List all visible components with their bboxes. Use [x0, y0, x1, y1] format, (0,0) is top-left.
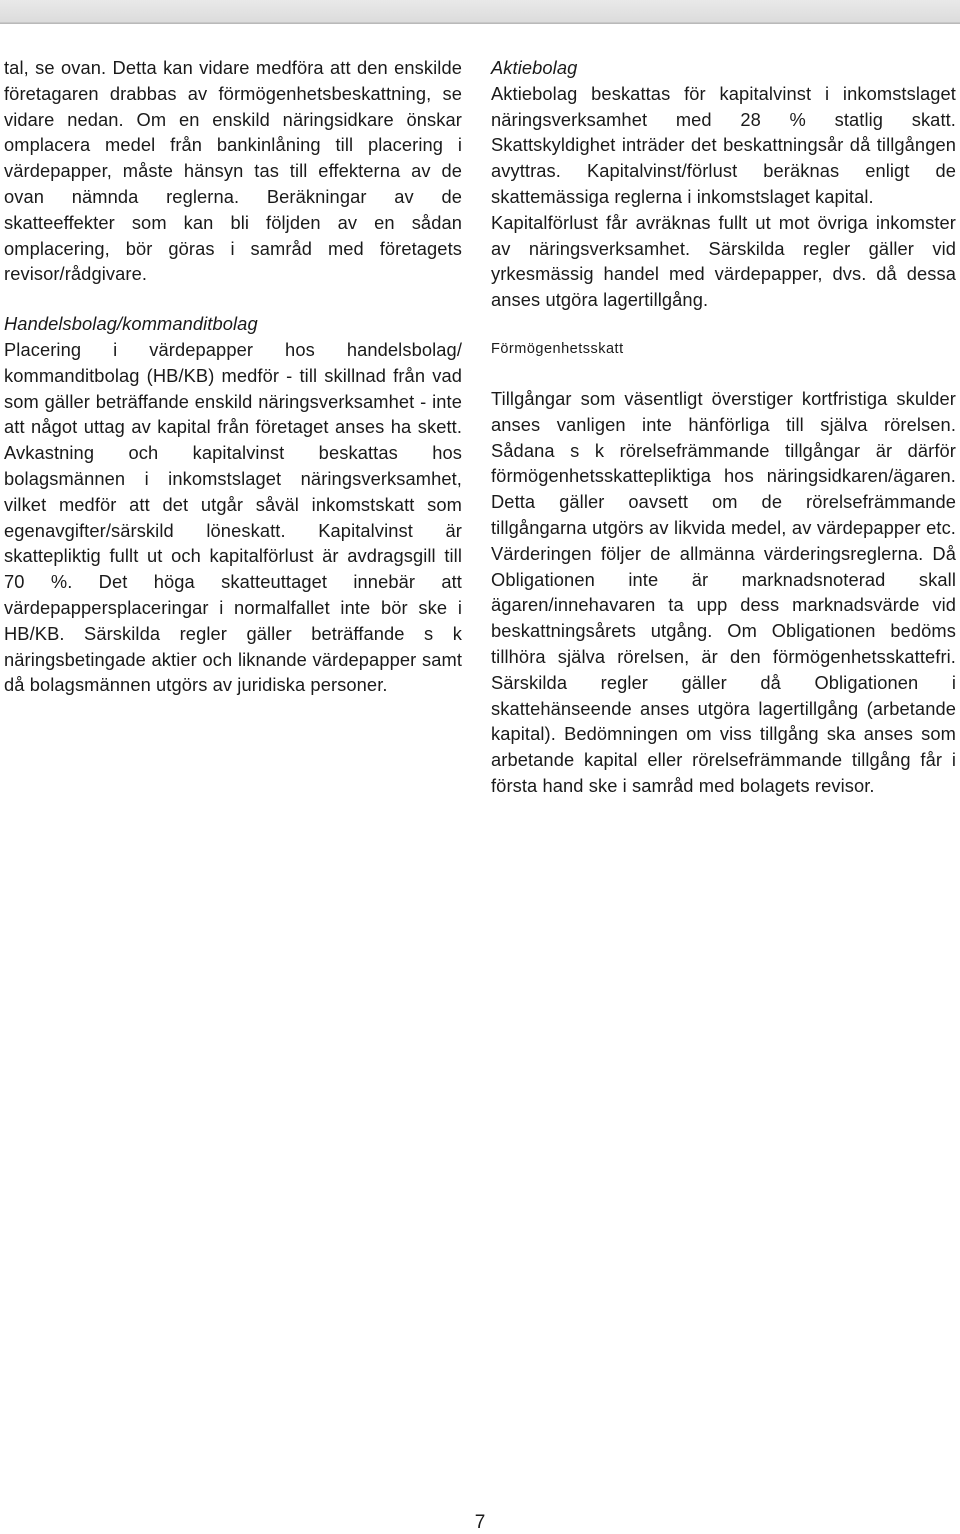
aktiebolag-paragraph-2: Kapitalförlust får avräknas fullt ut mot övriga inkomster av näringsverksamhet. Särskilda regler gäller vid yrkesmässig handel med värdepapper, dvs. då dessa anses utgöra lagertillgång.	[491, 211, 956, 311]
page-number: 7	[474, 1512, 486, 1533]
right-column	[491, 55, 956, 799]
intro-paragraph: tal, se ovan. Detta kan vidare medföra att den enskilde företagaren drabbas av förmögenhetsbeskattning, se vidare nedan. Om en enskild näringsidkare önskar omplacera medel från bankinlåning till placering i värdepapper, måste hänsyn tas till effekterna av de ovan nämnda reglerna. Beräkningar av de skatteeffekter som kan bli följden av en sådan omplacering, bör göras i samråd med företagets revisor/rådgivare.	[4, 57, 462, 285]
spacer	[491, 313, 956, 337]
section-title-handelsbolag: Handelsbolag/kommanditbolag	[4, 313, 258, 335]
formogenhetsskatt-paragraph: Tillgångar som väsentligt överstiger kortfristiga skulder anses vanligen inte hänförliga till själva rörelsen. Sådana s k rörelsefrämmande tillgångar är därför förmögenhetsskattepliktiga hos näringsidkaren/ägaren. Detta gäller oavsett om de rörelsefrämmande tillgångarna utgörs av likvida medel, av värdepapper etc. Värderingen följer de allmänna värderingsreglerna. Då Obligationen inte är marknadsnoterad skall ägaren/innehavaren ta upp dess marknadsvärde vid beskattningsårets utgång. Om Obligationen bedöms tillhöra själva rörelsen, är den förmögenhetsskattefri. Särskilda regler gäller då Obligationen i skattehänseende anses utgöra lagertillgång (arbetande kapital). Bedömningen om viss tillgång ska anses som arbetande kapital eller rörelsefrämmande tillgång får i första hand ske i samråd med bolagets revisor.	[491, 387, 956, 796]
aktiebolag-paragraph-1: Aktiebolag beskattas för kapitalvinst i inkomstslaget näringsverksamhet med 28 % statlig skatt. Skattskyldighet inträder det beskattningsår då tillgången avyttras. Kapitalvinst/förlust beräknas enligt de skattemässiga reglerna i inkomstslaget kapital.	[491, 82, 956, 207]
section-title-aktiebolag: Aktiebolag	[491, 57, 578, 78]
handelsbolag-paragraph: Placering i värdepapper hos handelsbolag/ kommanditbolag (HB/KB) medför - till skillnad från vad som gäller beträffande enskild näringsverksamhet - inte att något uttag av kapital från företaget anses ha skett. Avkastning och kapitalvinst beskattas hos bolagsmännen i inkomstslaget näringsverksamhet, vilket medför att det utgår såväl inkomstskatt som egenavgifter/särskild löneskatt. Kapitalvinst är skattepliktig fullt ut och kapitalförlust är avdragsgill till 70 %. Det höga skatteuttaget innebär att värdepappersplaceringar i normalfallet inte bör ske i HB/KB. Särskilda regler gäller beträffande s k näringsbetingade aktier och liknande värdepapper samt då bolagsmännen utgörs av juridiska personer.	[4, 338, 462, 696]
left-column	[4, 55, 462, 698]
heading-formogenhetsskatt: Förmögenhetsskatt	[491, 340, 624, 357]
spacer	[491, 362, 956, 386]
spacer	[4, 287, 462, 311]
header-rule	[0, 22, 960, 23]
header-band	[0, 0, 960, 24]
